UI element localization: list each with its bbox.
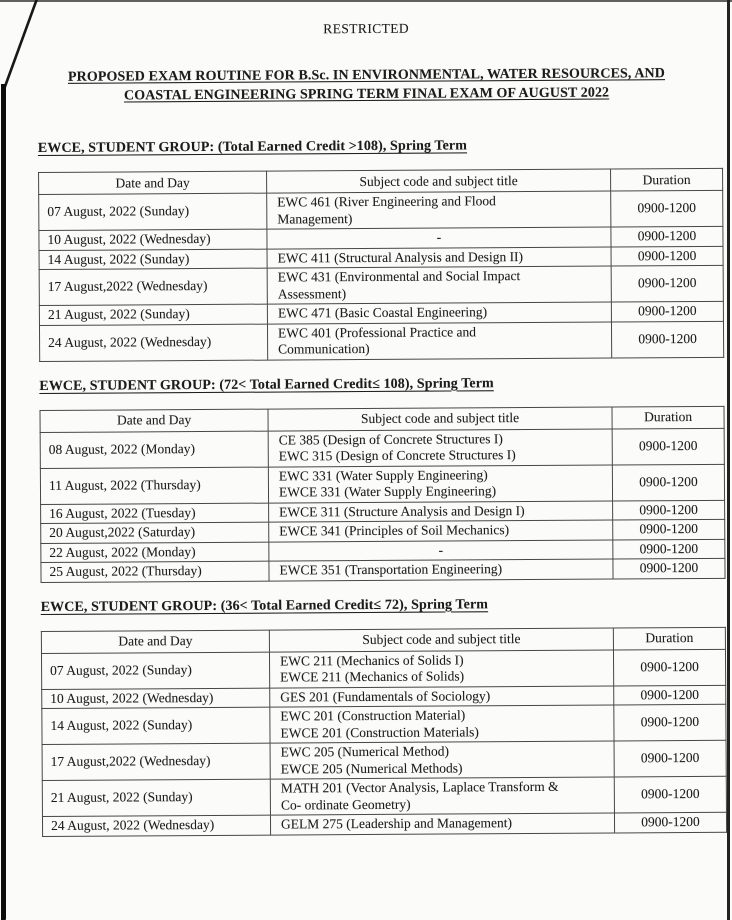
exam-date-cell: 24 August, 2022 (Wednesday) (42, 815, 270, 836)
exam-subject-cell: CE 385 (Design of Concrete Structures I) EWC 315 (Design of Concrete Structures I) (268, 429, 612, 467)
column-header-duration: Duration (612, 406, 724, 429)
exam-date-cell: 11 August, 2022 (Thursday) (40, 467, 268, 504)
exam-date-cell: 07 August, 2022 (Sunday) (39, 193, 267, 230)
column-header-date: Date and Day (39, 171, 267, 194)
document-title (0, 65, 732, 106)
table-row (40, 464, 724, 504)
exam-duration-cell: 0900-1200 (613, 519, 725, 539)
exam-date-cell: 14 August, 2022 (Sunday) (39, 249, 267, 270)
table-body (41, 649, 726, 836)
exam-date-cell: 10 August, 2022 (Wednesday) (42, 688, 270, 709)
document-title-line2: COASTAL ENGINEERING SPRING TERM FINAL EXAM OF AUGUST 2022 (123, 85, 610, 103)
table-row (42, 740, 726, 780)
exam-duration-cell: 0900-1200 (611, 321, 723, 358)
exam-date-cell: 10 August, 2022 (Wednesday) (39, 229, 267, 250)
exam-subject-cell: EWCE 311 (Structure Analysis and Design I) (269, 501, 613, 523)
column-header-date: Date and Day (40, 409, 268, 432)
exam-duration-cell: 0900-1200 (613, 500, 725, 520)
exam-schedule-table (38, 168, 724, 362)
exam-subject-cell: EWC 331 (Water Supply Engineering) EWCE 331 (Water Supply Engineering) (268, 465, 612, 503)
exam-duration-cell: 0900-1200 (614, 740, 726, 777)
exam-date-cell: 25 August, 2022 (Thursday) (41, 561, 269, 582)
classification-banner: RESTRICTED (323, 20, 410, 37)
table-body (40, 428, 725, 582)
exam-date-cell: 21 August, 2022 (Sunday) (39, 304, 267, 325)
exam-duration-cell: 0900-1200 (612, 464, 724, 501)
table-row (42, 776, 726, 816)
exam-subject-cell: GES 201 (Fundamentals of Sociology) (270, 685, 614, 707)
exam-subject-cell: EWC 201 (Construction Material) EWCE 201 (Construction Materials) (270, 705, 614, 743)
student-group-section (4, 594, 732, 836)
student-group-section (2, 373, 732, 582)
exam-duration-cell: 0900-1200 (611, 246, 723, 266)
exam-duration-cell: 0900-1200 (614, 704, 726, 741)
exam-subject-cell: - (267, 227, 611, 249)
exam-duration-cell: 0900-1200 (611, 226, 723, 246)
exam-subject-cell: EWC 401 (Professional Practice and Communication) (267, 322, 611, 360)
exam-duration-cell: 0900-1200 (613, 558, 725, 578)
table-row (42, 812, 726, 836)
table-row (39, 321, 723, 361)
exam-duration-cell: 0900-1200 (614, 776, 726, 813)
column-header-duration: Duration (613, 627, 725, 650)
exam-subject-cell: EWCE 351 (Transportation Engineering) (269, 559, 613, 581)
student-group-heading: EWCE, STUDENT GROUP: (72< Total Earned Credit≤ 108), Spring Term (39, 375, 494, 394)
column-header-duration: Duration (611, 168, 723, 191)
table-row (39, 265, 723, 305)
exam-schedule-table (41, 626, 727, 836)
table-row (40, 428, 724, 468)
document-title-line1: PROPOSED EXAM ROUTINE FOR B.Sc. IN ENVIRONMENTAL, WATER RESOURCES, AND (67, 66, 666, 85)
table-row (39, 190, 723, 230)
exam-subject-cell: EWC 411 (Structural Analysis and Design II) (267, 247, 611, 269)
student-group-heading: EWCE, STUDENT GROUP: (Total Earned Credit >108), Spring Term (37, 138, 468, 157)
exam-subject-cell: MATH 201 (Vector Analysis, Laplace Transform & Co- ordinate Geometry) (270, 777, 614, 815)
exam-subject-cell: EWC 431 (Environmental and Social Impact Assessment) (267, 266, 611, 304)
exam-subject-cell: EWC 211 (Mechanics of Solids I) EWCE 211 (Mechanics of Solids) (269, 650, 613, 688)
column-header-subject: Subject code and subject title (268, 407, 612, 431)
exam-duration-cell: 0900-1200 (611, 190, 723, 227)
exam-date-cell: 21 August, 2022 (Sunday) (42, 779, 270, 816)
exam-duration-cell: 0900-1200 (611, 265, 723, 302)
exam-date-cell: 17 August,2022 (Wednesday) (42, 743, 270, 780)
exam-sections (1, 136, 732, 837)
exam-subject-cell: EWCE 341 (Principles of Soil Mechanics) (269, 520, 613, 542)
exam-duration-cell: 0900-1200 (613, 649, 725, 686)
table-body (39, 190, 724, 361)
exam-date-cell: 16 August, 2022 (Tuesday) (41, 503, 269, 524)
exam-duration-cell: 0900-1200 (614, 812, 726, 832)
student-group-heading: EWCE, STUDENT GROUP: (36< Total Earned Credit≤ 72), Spring Term (40, 596, 489, 615)
exam-date-cell: 07 August, 2022 (Sunday) (41, 652, 269, 689)
exam-schedule-table (39, 405, 725, 582)
table-row (41, 649, 725, 689)
column-header-subject: Subject code and subject title (269, 628, 613, 652)
exam-subject-cell: - (269, 540, 613, 562)
exam-date-cell: 20 August,2022 (Saturday) (41, 522, 269, 543)
exam-date-cell: 24 August, 2022 (Wednesday) (39, 324, 267, 361)
exam-date-cell: 22 August, 2022 (Monday) (41, 542, 269, 563)
exam-duration-cell: 0900-1200 (613, 539, 725, 559)
exam-subject-cell: EWC 205 (Numerical Method) EWCE 205 (Numerical Methods) (270, 741, 614, 779)
table-row (42, 704, 726, 744)
exam-duration-cell: 0900-1200 (614, 685, 726, 705)
exam-subject-cell: GELM 275 (Leadership and Management) (270, 813, 614, 835)
exam-date-cell: 08 August, 2022 (Monday) (40, 431, 268, 468)
exam-duration-cell: 0900-1200 (611, 301, 723, 321)
exam-subject-cell: EWC 471 (Basic Coastal Engineering) (267, 302, 611, 324)
exam-subject-cell: EWC 461 (River Engineering and Flood Management) (267, 191, 611, 229)
table-row (41, 558, 725, 582)
student-group-section (1, 136, 732, 362)
exam-duration-cell: 0900-1200 (612, 428, 724, 465)
exam-date-cell: 17 August,2022 (Wednesday) (39, 268, 267, 305)
column-header-subject: Subject code and subject title (267, 169, 611, 193)
column-header-date: Date and Day (41, 630, 269, 653)
exam-date-cell: 14 August, 2022 (Sunday) (42, 707, 270, 744)
